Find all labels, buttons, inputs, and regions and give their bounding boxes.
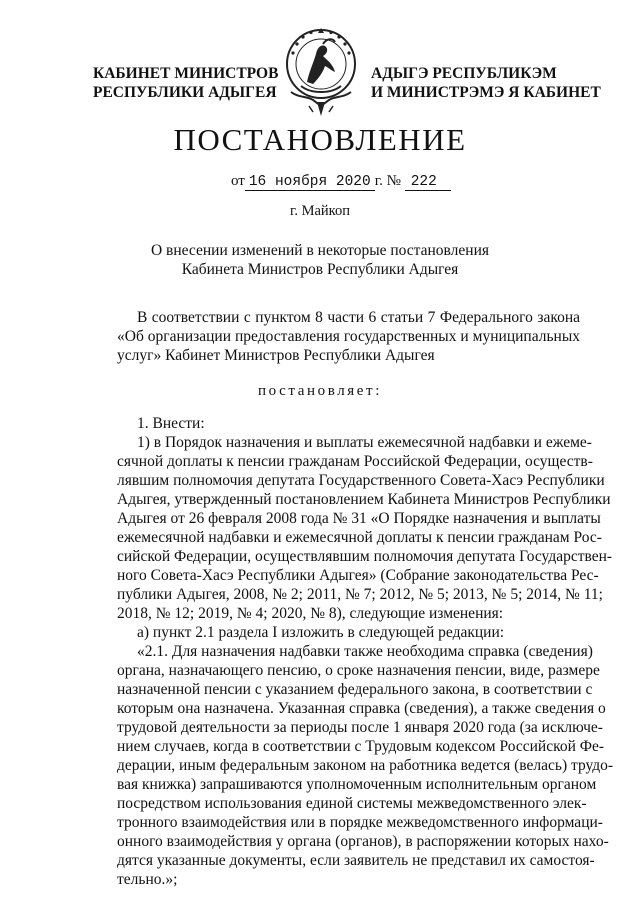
body-line: онного взаимодействия у органа (органов), в распоряжении которых нахо-	[117, 833, 609, 850]
issuer-line: РЕСПУБЛИКИ АДЫГЕЯ	[93, 84, 277, 101]
document-subject	[0, 241, 640, 279]
document-date: 16 ноября 2020	[245, 174, 375, 191]
subject-line: Кабинета Министров Республики Адыгея	[181, 261, 459, 278]
body-line: Адыгея от 26 февраля 2008 года № 31 «О Порядке назначения и выплаты	[117, 510, 601, 527]
issuer-line: И МИНИСТРЭМЭ Я КАБИНЕТ	[371, 84, 601, 101]
city: г. Майкоп	[290, 203, 350, 219]
date-prefix: от	[231, 173, 245, 189]
body-line: которым она назначена. Указанная справка (сведения), а также сведения о	[117, 700, 606, 717]
date-number-line	[231, 173, 451, 190]
body-line: органа, назначающего пенсию, о сроке назначения пенсии, виде, размере	[117, 662, 600, 679]
preamble-line: «Об организации предоставления государственных и муниципальных	[117, 328, 580, 345]
body-line: 2018, № 12; 2019, № 4; 2020, № 8), следующие изменения:	[117, 605, 504, 622]
document-body	[117, 414, 614, 889]
preamble-line: услуг» Кабинет Министров Республики Адыгея	[117, 347, 435, 364]
body-line: сийской Федерации, осуществлявшим полномочия депутата Государствен-	[117, 548, 613, 565]
preamble-line: В соответствии с пунктом 8 части 6 статьи 7 Федерального закона	[137, 309, 580, 326]
body-line: посредством использования единой системы межведомственного элек-	[117, 795, 587, 812]
body-line: публики Адыгея, 2008, № 2; 2011, № 7; 2012, № 5; 2013, № 5; 2014, № 11;	[117, 586, 603, 603]
body-line: тронного взаимодействия или в порядке межведомственного информаци-	[117, 814, 603, 831]
body-line: нием случаев, когда в соответствии с Трудовым кодексом Российской Фе-	[117, 738, 605, 755]
subject-line: О внесении изменений в некоторые постановления	[150, 242, 490, 259]
body-line: сячной доплаты к пенсии гражданам Российской Федерации, осуществ-	[117, 453, 593, 470]
body-line: 1. Внести:	[137, 415, 205, 432]
body-line: трудовой деятельности за периоды после 1 января 2020 года (за исключе-	[117, 719, 603, 736]
body-line: а) пункт 2.1 раздела I изложить в следующей редакции:	[137, 624, 505, 641]
body-line: «2.1. Для назначения надбавки также необходима справка (сведения)	[137, 643, 593, 660]
body-line: ежемесячной надбавки и ежемесячной доплаты к пенсии гражданам Рос-	[117, 529, 602, 546]
body-line: Адыгея, утвержденный постановлением Кабинета Министров Республики	[117, 491, 611, 508]
body-line: лявшим полномочия депутата Государственного Совета-Хасэ Республики	[117, 472, 605, 489]
document-number: 222	[405, 174, 451, 191]
resolves-word: постановляет:	[258, 383, 382, 399]
body-line: дерации, иным федеральным законом на работника ведется (велась) трудо-	[117, 757, 614, 774]
body-line: дятся указанные документы, если заявитель не представил их самостоя-	[117, 852, 595, 869]
body-line: 1) в Порядок назначения и выплаты ежемесячной надбавки и ежеме-	[137, 434, 592, 451]
issuer-name-adyghe	[371, 64, 601, 102]
document-title: ПОСТАНОВЛЕНИЕ	[173, 122, 467, 157]
body-line: вая книжка) запрашиваются уполномоченным исполнительным органом	[117, 776, 597, 793]
year-suffix: г.	[374, 173, 383, 189]
coat-of-arms-adygea-icon	[283, 24, 359, 120]
body-line: тельно.»;	[117, 871, 178, 888]
body-line: ного Совета-Хасэ Республики Адыгея» (Собрание законодательства Рес-	[117, 567, 599, 584]
body-line: назначенной пенсии с указанием федерального закона, в соответствии с	[117, 681, 593, 698]
issuer-line: КАБИНЕТ МИНИСТРОВ	[93, 65, 279, 82]
preamble	[117, 308, 580, 365]
issuer-line: АДЫГЭ РЕСПУБЛИКЭМ	[371, 65, 557, 82]
number-label: №	[386, 173, 401, 189]
issuer-name-russian	[93, 64, 278, 102]
